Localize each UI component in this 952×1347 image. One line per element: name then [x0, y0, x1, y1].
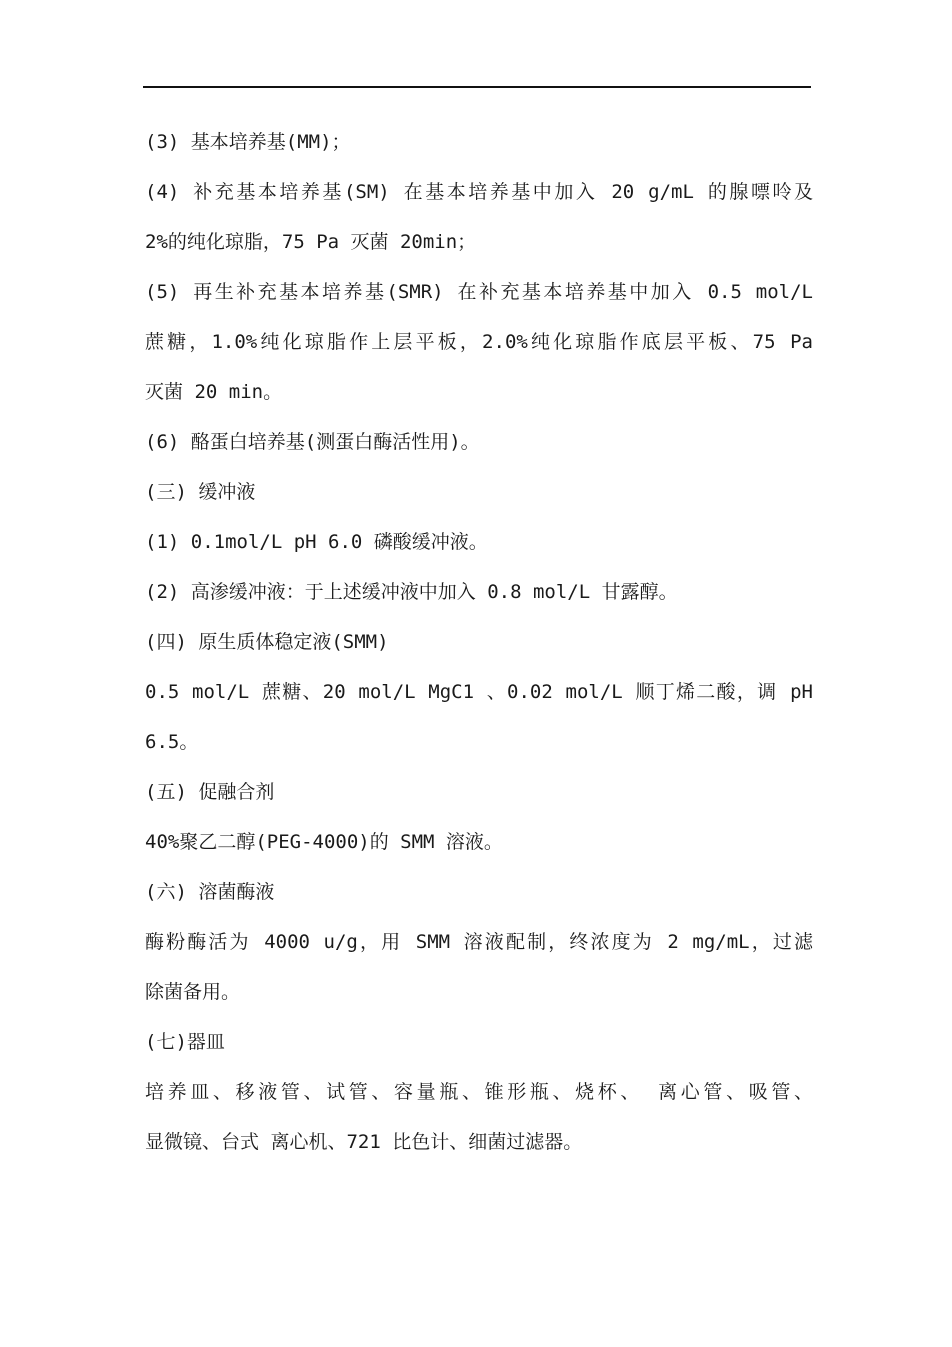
text-line: 显微镜、台式 离心机、721 比色计、细菌过滤器。: [145, 1131, 583, 1153]
text-line: 培养皿、移液管、试管、容量瓶、锥形瓶、烧杯、 离心管、吸管、: [145, 1081, 813, 1103]
text-line: 2%的纯化琼脂，75 Pa 灭菌 20min；: [145, 231, 477, 253]
text-line: 灭菌 20 min。: [145, 381, 283, 403]
text-line: 蔗糖，1.0%纯化琼脂作上层平板，2.0%纯化琼脂作底层平板、75 Pa: [145, 331, 813, 353]
text-line: (1) 0.1mol/L pH 6.0 磷酸缓冲液。: [145, 531, 488, 553]
text-line: (2) 高渗缓冲液：于上述缓冲液中加入 0.8 mol/L 甘露醇。: [145, 581, 678, 603]
section-heading: (六) 溶菌酶液: [145, 881, 275, 903]
text-line: 酶粉酶活为 4000 u/g，用 SMM 溶液配制，终浓度为 2 mg/mL，过滤: [145, 931, 813, 953]
text-line: (4) 补充基本培养基(SM) 在基本培养基中加入 20 g/mL 的腺嘌呤及: [145, 181, 813, 203]
text-line: 6.5。: [145, 731, 199, 753]
text-line: 0.5 mol/L 蔗糖、20 mol/L MgC1 、0.02 mol/L 顺丁烯二酸，调 pH: [145, 681, 813, 703]
text-line: 除菌备用。: [145, 981, 241, 1003]
document-body: [145, 117, 813, 1167]
section-heading: (五) 促融合剂: [145, 781, 275, 803]
text-line: (3) 基本培养基(MM)；: [145, 131, 351, 153]
text-line: 40%聚乙二醇(PEG-4000)的 SMM 溶液。: [145, 831, 503, 853]
section-heading: (三) 缓冲液: [145, 481, 256, 503]
text-line: (5) 再生补充基本培养基(SMR) 在补充基本培养基中加入 0.5 mol/L: [145, 281, 813, 303]
header-rule: [143, 86, 811, 88]
text-line: (6) 酪蛋白培养基(测蛋白酶活性用)。: [145, 431, 480, 453]
section-heading: (四) 原生质体稳定液(SMM): [145, 631, 389, 653]
section-heading: (七)器皿: [145, 1031, 225, 1053]
